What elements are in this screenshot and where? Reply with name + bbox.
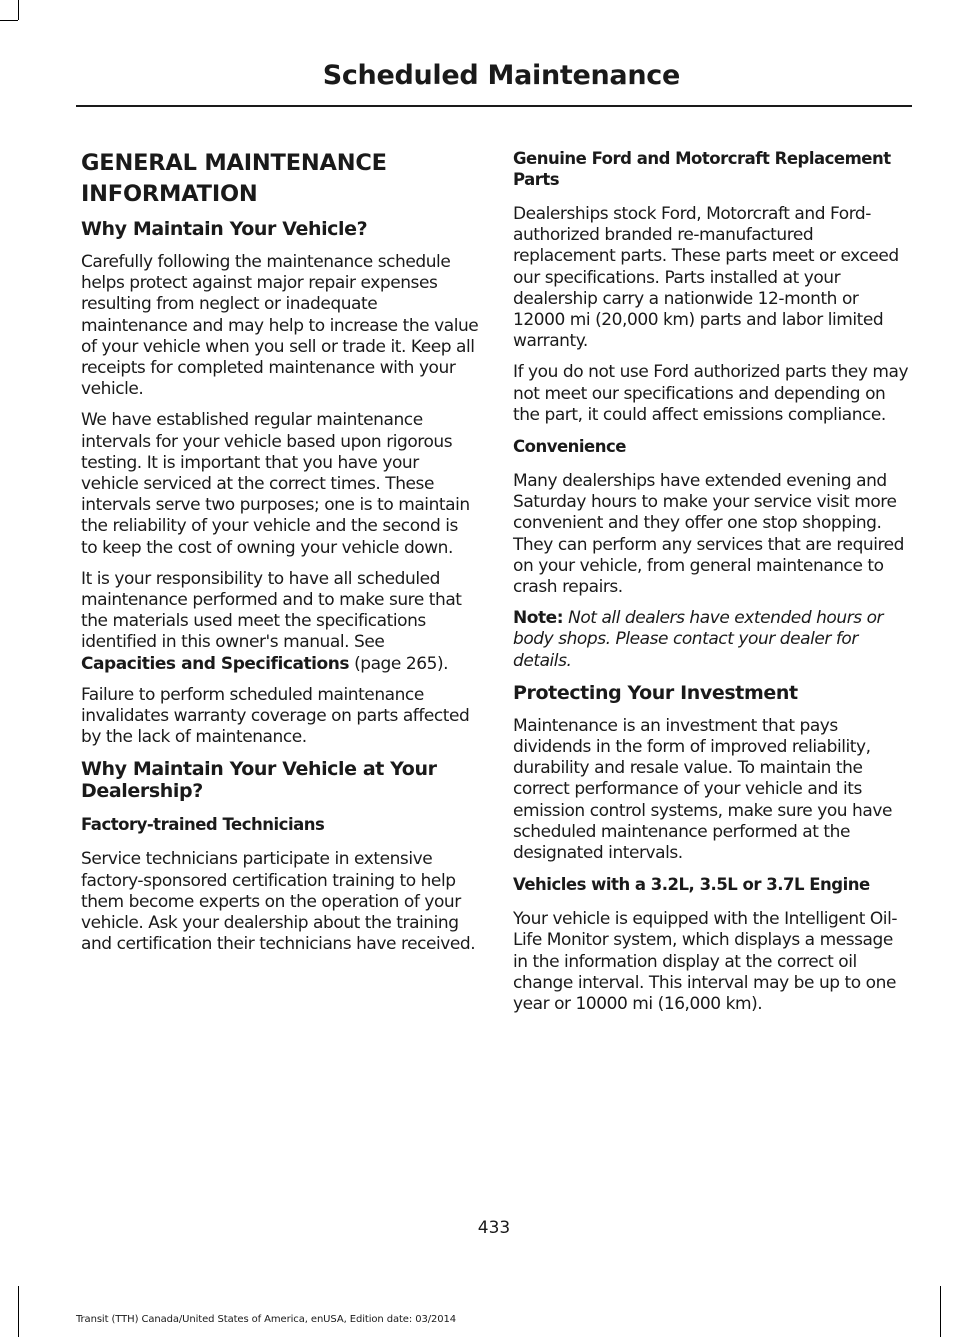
subheading-protecting-investment: Protecting Your Investment xyxy=(513,681,798,704)
paragraph: Dealerships stock Ford, Motorcraft and Ford-authorized branded re-manufactured replacement parts. These parts meet or exceed our specifications. Parts installed at your dealership carry a nationwide 12-month or 12000 mi (20,000 km) parts and labor limited warranty. xyxy=(513,204,899,352)
footer-edition: Transit (TTH) Canada/United States of America, enUSA, Edition date: 03/2014 xyxy=(76,1314,457,1325)
note xyxy=(513,608,911,672)
right-column xyxy=(513,148,911,1025)
paragraph: We have established regular maintenance intervals for your vehicle based upon rigorous testing. It is important that you have your vehicle serviced at the correct times. These intervals serve two purposes; one is to maintain the reliability of your vehicle and the second is to keep the cost of owning your vehicle down. xyxy=(81,410,470,558)
paragraph-with-reference xyxy=(81,569,479,675)
subheading-factory-trained: Factory-trained Technicians xyxy=(81,815,325,835)
paragraph: Your vehicle is equipped with the Intelligent Oil-Life Monitor system, which displays a message in the information display at the correct oil change interval. This interval may be up to one year or 10000 mi (16,000 km). xyxy=(513,909,898,1015)
crop-mark xyxy=(0,20,18,21)
section-heading xyxy=(81,148,479,210)
header-divider xyxy=(76,105,912,107)
paragraph: Many dealerships have extended evening and Saturday hours to make your service visit more convenient and they offer one stop shopping. They can perform any services that are required on your vehicle, from general maintenance to crash repairs. xyxy=(513,471,905,598)
page-reference: (page 265). xyxy=(349,653,449,674)
crop-mark xyxy=(940,1286,941,1337)
crop-mark xyxy=(18,1286,19,1337)
subheading-engine: Vehicles with a 3.2L, 3.5L or 3.7L Engine xyxy=(513,875,870,895)
note-label: Note: xyxy=(513,608,564,629)
paragraph: If you do not use Ford authorized parts they may not meet our specifications and depending on the part, it could affect emissions compliance. xyxy=(513,362,909,425)
paragraph: Carefully following the maintenance schedule helps protect against major repair expenses resulting from neglect or inadequate maintenance and may help to increase the value of your vehicle when you sell or trade it. Keep all receipts for completed maintenance with your vehicle. xyxy=(81,252,479,400)
page-header-title: Scheduled Maintenance xyxy=(322,60,680,91)
capacities-link[interactable]: Capacities and Specifications xyxy=(81,653,350,674)
subheading-dealership: Why Maintain Your Vehicle at Your Dealership? xyxy=(81,758,437,803)
subheading-convenience: Convenience xyxy=(513,437,626,457)
section-heading-line: INFORMATION xyxy=(81,181,258,207)
section-heading-line: GENERAL MAINTENANCE xyxy=(81,150,387,176)
paragraph-text: It is your responsibility to have all scheduled maintenance performed and to make sure that the materials used meet the specifications identified in this owner's manual. See xyxy=(81,568,462,653)
subheading-why-maintain: Why Maintain Your Vehicle? xyxy=(81,218,368,240)
page-number: 433 xyxy=(477,1218,511,1238)
paragraph: Service technicians participate in extensive factory-sponsored certification training to help them become experts on the operation of your vehicle. Ask your dealership about the training and certification their technicians have received. xyxy=(81,849,476,955)
subheading-genuine-parts: Genuine Ford and Motorcraft Replacement Parts xyxy=(513,149,891,189)
paragraph: Maintenance is an investment that pays dividends in the form of improved reliability, durability and resale value. To maintain the correct performance of your vehicle and its emission control systems, make sure you have scheduled maintenance performed at the designated intervals. xyxy=(513,715,892,864)
paragraph: Failure to perform scheduled maintenance invalidates warranty coverage on parts affected by the lack of maintenance. xyxy=(81,684,470,748)
note-text: Not all dealers have extended hours or body shops. Please contact your dealer for details. xyxy=(513,608,884,671)
crop-mark xyxy=(18,0,19,20)
left-column xyxy=(81,148,479,965)
